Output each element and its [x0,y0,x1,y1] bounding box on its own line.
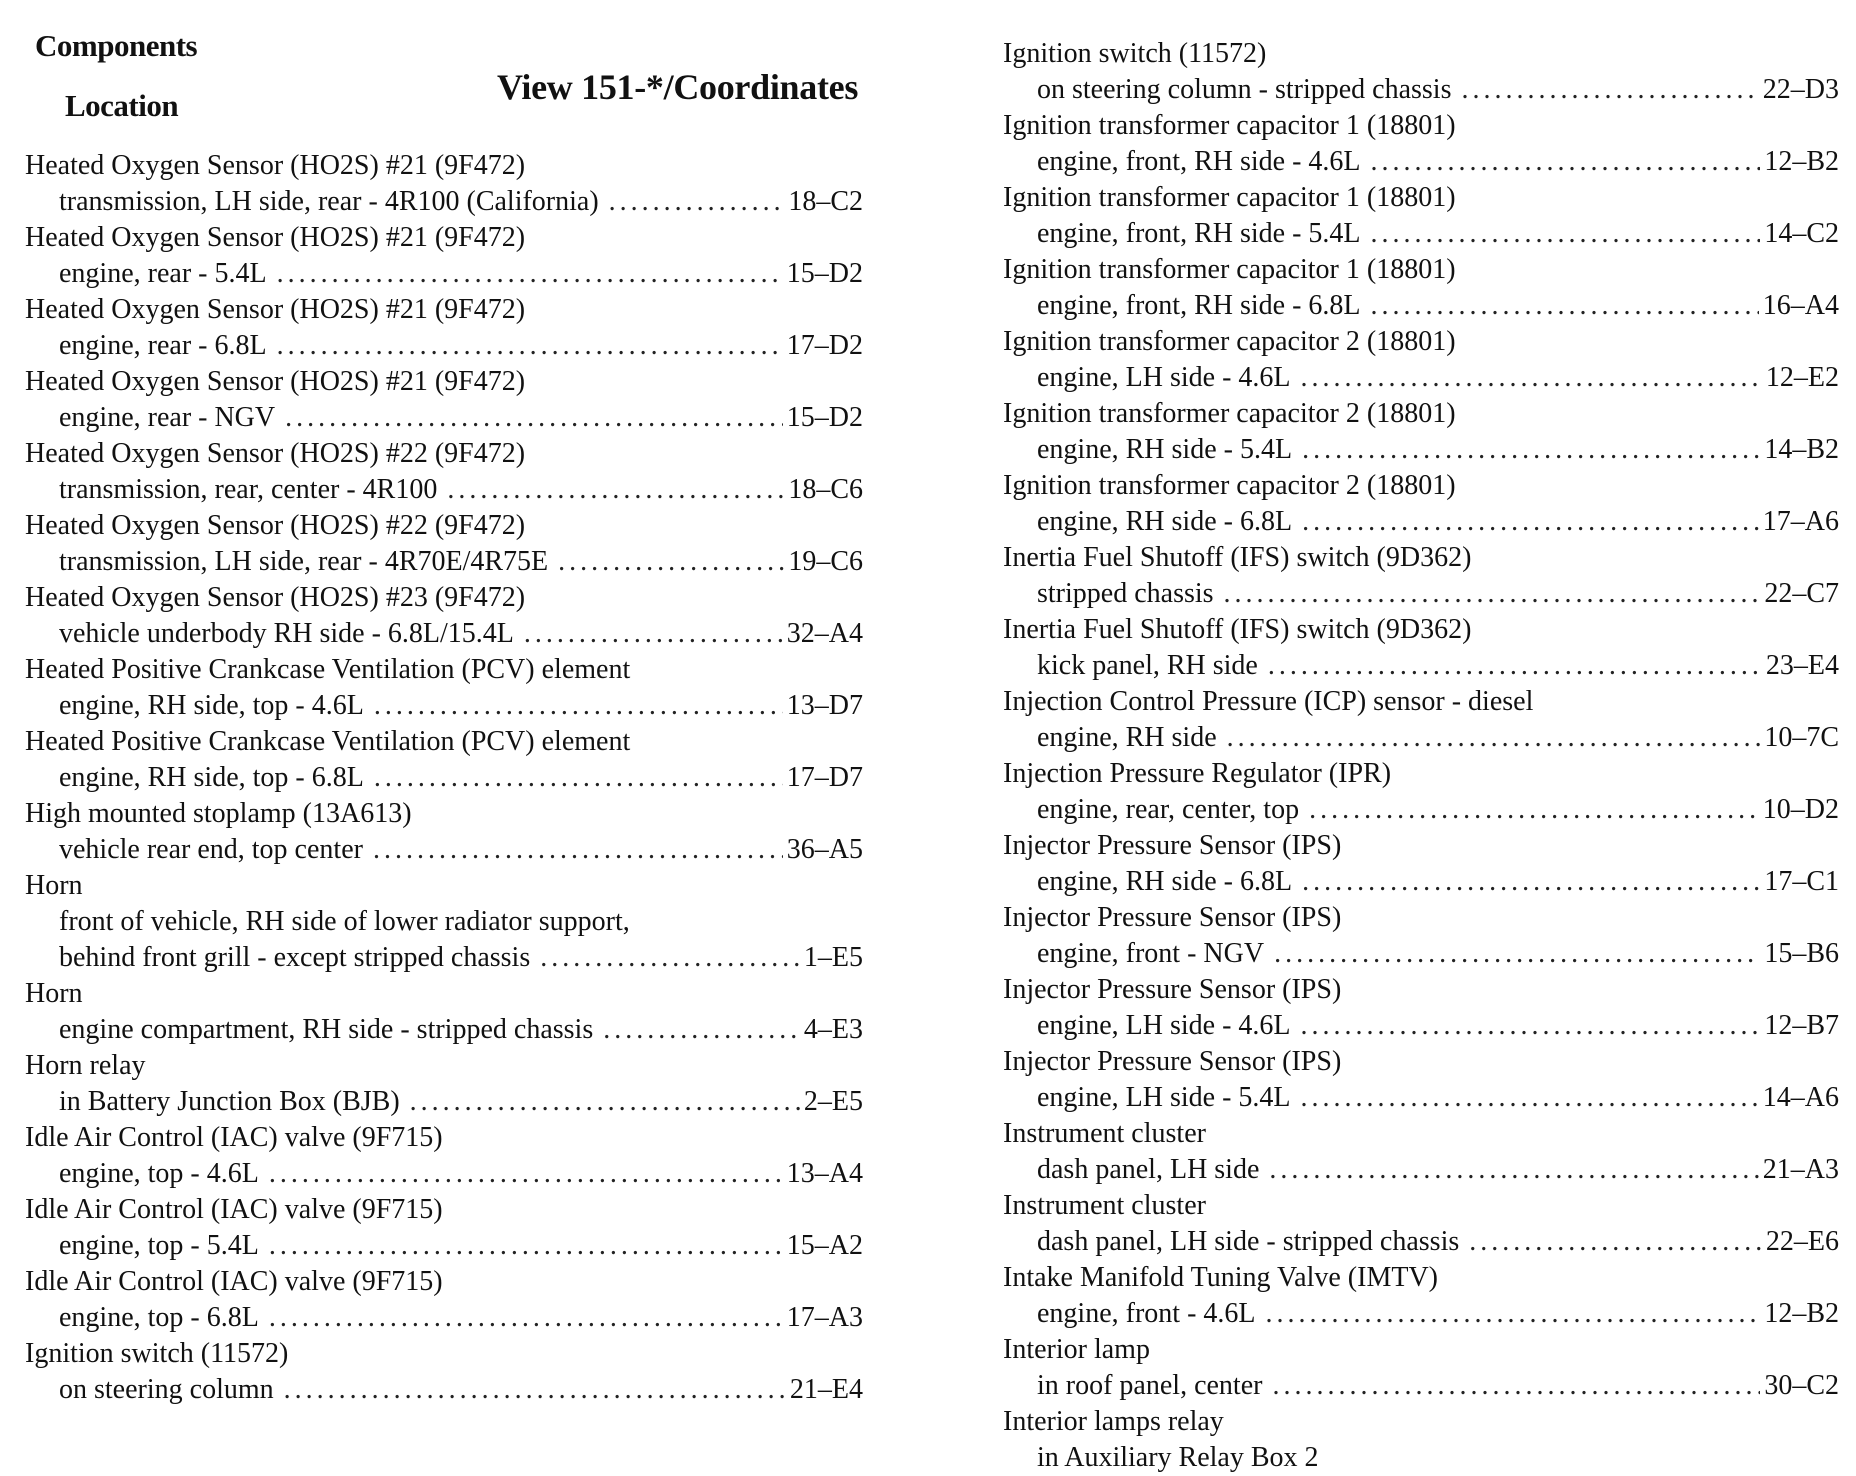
view-coordinate: 17–A3 [786,1302,863,1333]
dot-leader [1301,1080,1759,1116]
index-entry [25,868,863,976]
location-text: in roof panel, center [1037,1370,1263,1401]
component-name: Horn [25,978,83,1009]
index-entry [25,1120,863,1192]
location-row [1003,792,1839,828]
right-entry-list [1003,36,1839,1476]
component-name: Injector Pressure Sensor (IPS) [1003,974,1342,1005]
index-entry [1003,324,1839,396]
component-name: Heated Oxygen Sensor (HO2S) #22 (9F472) [25,510,526,541]
location-text: transmission, LH side, rear - 4R70E/4R75E [59,546,549,577]
index-entry [25,1192,863,1264]
dot-leader [269,1300,783,1336]
location-text: engine, top - 5.4L [59,1230,259,1261]
dot-leader [1371,288,1759,324]
view-coordinate: 21–E4 [789,1374,863,1405]
location-text: engine, front, RH side - 4.6L [1037,146,1361,177]
dot-leader [374,688,783,724]
dot-leader [410,1084,800,1120]
component-name: Ignition switch (11572) [1003,38,1267,69]
view-coordinate: 36–A5 [786,834,863,865]
index-entry [25,1048,863,1120]
view-coordinate: 12–B2 [1764,146,1839,177]
dot-leader [1274,936,1760,972]
dot-leader [1269,1152,1758,1188]
index-entry [25,220,863,292]
component-name: Heated Oxygen Sensor (HO2S) #21 (9F472) [25,222,526,253]
index-entry [1003,756,1839,828]
dot-leader [524,616,783,652]
dot-leader [284,1372,786,1408]
index-entry [1003,612,1839,684]
index-entry [25,508,863,580]
index-entry [1003,828,1839,900]
index-entry [1003,684,1839,756]
view-coordinate: 14–B2 [1764,434,1839,465]
component-name: Idle Air Control (IAC) valve (9F715) [25,1122,443,1153]
view-coordinates-heading: View 151-*/Coordinates [497,67,859,107]
dot-leader [277,328,783,364]
location-text: engine, RH side [1037,722,1217,753]
view-coordinate: 10–D2 [1762,794,1839,825]
dot-leader [374,760,783,796]
component-name: Injection Control Pressure (ICP) sensor - diesel [1003,686,1534,717]
index-entry [25,976,863,1048]
location-row [25,1228,863,1264]
view-coordinate: 22–E6 [1765,1226,1839,1257]
location-text: engine, RH side - 5.4L [1037,434,1293,465]
location-text: behind front grill - except stripped chassis [59,942,531,973]
location-row [1003,1080,1839,1116]
location-row [1003,720,1839,756]
location-text: vehicle rear end, top center [59,834,363,865]
view-coordinate: 15–D2 [786,402,863,433]
location-row [25,1372,863,1408]
view-coordinate: 12–E2 [1765,362,1839,393]
dot-leader [269,1156,783,1192]
location-text: vehicle underbody RH side - 6.8L/15.4L [59,618,514,649]
location-row [25,1300,863,1336]
components-heading: Components [35,28,198,63]
index-entry [25,652,863,724]
dot-leader [1371,216,1761,252]
location-text: engine, RH side - 6.8L [1037,506,1293,537]
component-name: Inertia Fuel Shutoff (IFS) switch (9D362) [1003,542,1472,573]
location-row [1003,288,1839,324]
index-entry [1003,396,1839,468]
view-coordinate: 17–C1 [1764,866,1839,897]
view-coordinate: 15–A2 [786,1230,863,1261]
location-text: engine, RH side, top - 6.8L [59,762,364,793]
dot-leader [1469,1224,1762,1260]
location-text: engine, front, RH side - 6.8L [1037,290,1361,321]
location-row [25,544,863,580]
index-entry [1003,1188,1839,1260]
index-entry [1003,108,1839,180]
view-coordinate: 15–B6 [1764,938,1839,969]
location-row [25,400,863,436]
component-name: Heated Positive Crankcase Ventilation (PCV) element [25,726,631,757]
index-entry [1003,1044,1839,1116]
location-row [1003,360,1839,396]
location-text: engine, rear - NGV [59,402,276,433]
dot-leader [277,256,783,292]
index-entry [25,580,863,652]
location-text: transmission, LH side, rear - 4R100 (California) [59,186,599,217]
location-text: engine, LH side - 4.6L [1037,362,1291,393]
location-row [1003,936,1839,972]
location-text: stripped chassis [1037,578,1214,609]
view-coordinate: 14–C2 [1764,218,1839,249]
dot-leader [1309,792,1759,828]
location-text: engine, rear - 6.8L [59,330,267,361]
location-row [25,1012,863,1048]
component-name: Injector Pressure Sensor (IPS) [1003,902,1342,933]
component-name: Ignition transformer capacitor 2 (18801) [1003,398,1456,429]
view-coordinate: 21–A3 [1762,1154,1839,1185]
view-coordinate: 15–D2 [786,258,863,289]
location-row [1003,72,1839,108]
view-coordinate: 30–C2 [1764,1370,1839,1401]
location-text: engine, RH side, top - 4.6L [59,690,364,721]
location-row [25,256,863,292]
index-entry [1003,252,1839,324]
dot-leader [1302,504,1759,540]
location-row [1003,1224,1839,1260]
index-entry [1003,1332,1839,1404]
component-name: Ignition transformer capacitor 1 (18801) [1003,182,1456,213]
index-entry [1003,540,1839,612]
dot-leader [540,940,800,976]
index-entry [1003,468,1839,540]
dot-leader [447,472,784,508]
location-text: engine, LH side - 5.4L [1037,1082,1291,1113]
view-coordinate: 23–E4 [1765,650,1839,681]
component-name: Heated Oxygen Sensor (HO2S) #21 (9F472) [25,150,526,181]
component-name: Heated Oxygen Sensor (HO2S) #21 (9F472) [25,366,526,397]
component-name: Intake Manifold Tuning Valve (IMTV) [1003,1262,1438,1293]
location-text: engine, rear, center, top [1037,794,1300,825]
view-coordinate: 17–A6 [1762,506,1839,537]
component-name: High mounted stoplamp (13A613) [25,798,412,829]
component-name: Ignition transformer capacitor 2 (18801) [1003,470,1456,501]
view-coordinate: 12–B7 [1764,1010,1839,1041]
view-coordinate: 19–C6 [788,546,863,577]
location-text: on steering column [59,1374,274,1405]
index-entry [25,436,863,508]
location-text: in Auxiliary Relay Box 2 [1037,1442,1319,1473]
location-text: engine, top - 6.8L [59,1302,259,1333]
dot-leader [1371,144,1761,180]
location-row [25,1084,863,1120]
location-row [1003,1296,1839,1332]
view-coordinate: 22–C7 [1764,578,1839,609]
component-name: Interior lamp [1003,1334,1150,1365]
location-row [1003,432,1839,468]
dot-leader [1224,576,1761,612]
component-name: Injector Pressure Sensor (IPS) [1003,830,1342,861]
view-coordinate: 10–7C [1764,722,1839,753]
location-text: in Battery Junction Box (BJB) [59,1086,400,1117]
component-name: Horn relay [25,1050,146,1081]
index-entry [25,724,863,796]
location-text: engine, rear - 5.4L [59,258,267,289]
dot-leader [1301,360,1762,396]
dot-leader [558,544,784,580]
component-name: Instrument cluster [1003,1118,1206,1149]
dot-leader [285,400,783,436]
view-coordinate: 17–D2 [786,330,863,361]
location-text: engine compartment, RH side - stripped chassis [59,1014,594,1045]
location-row [1003,648,1839,684]
component-name: Injector Pressure Sensor (IPS) [1003,1046,1342,1077]
component-name: Horn [25,870,83,901]
view-coordinate: 2–E5 [803,1086,863,1117]
location-row [1003,1152,1839,1188]
dot-leader [603,1012,800,1048]
dot-leader [1227,720,1761,756]
location-text: engine, front - 4.6L [1037,1298,1256,1329]
dot-leader [1272,1368,1760,1404]
location-text: on steering column - stripped chassis [1037,74,1452,105]
dot-leader [609,184,785,220]
view-coordinate: 32–A4 [786,618,863,649]
dot-leader [1461,72,1758,108]
view-coordinate: 16–A4 [1762,290,1839,321]
location-text: kick panel, RH side [1037,650,1258,681]
view-coordinate: 22–D3 [1762,74,1839,105]
component-name: Heated Positive Crankcase Ventilation (PCV) element [25,654,631,685]
location-row [1003,1440,1839,1476]
component-name: Ignition transformer capacitor 1 (18801) [1003,254,1456,285]
location-text: engine, LH side - 4.6L [1037,1010,1291,1041]
location-text: engine, RH side - 6.8L [1037,866,1293,897]
location-row [1003,1368,1839,1404]
component-name: Idle Air Control (IAC) valve (9F715) [25,1194,443,1225]
view-coordinate: 13–A4 [786,1158,863,1189]
dot-leader [373,832,783,868]
view-coordinate: 12–B2 [1764,1298,1839,1329]
index-entry [25,1264,863,1336]
index-entry [25,796,863,868]
location-row [25,832,863,868]
location-text: engine, top - 4.6L [59,1158,259,1189]
location-row [25,940,863,976]
index-entry [25,292,863,364]
view-coordinate: 17–D7 [786,762,863,793]
location-text: dash panel, LH side [1037,1154,1260,1185]
index-entry [25,364,863,436]
index-entry [25,1336,863,1408]
location-row [1003,576,1839,612]
location-row [25,616,863,652]
location-text: transmission, rear, center - 4R100 [59,474,438,505]
dot-leader [269,1228,783,1264]
location-text: dash panel, LH side - stripped chassis [1037,1226,1460,1257]
component-name: Ignition transformer capacitor 2 (18801) [1003,326,1456,357]
component-name: Ignition transformer capacitor 1 (18801) [1003,110,1456,141]
location-row [1003,144,1839,180]
view-coordinate: 4–E3 [803,1014,863,1045]
location-row [25,328,863,364]
location-text: engine, front, RH side - 5.4L [1037,218,1361,249]
component-name: Heated Oxygen Sensor (HO2S) #23 (9F472) [25,582,526,613]
location-row [1003,504,1839,540]
view-coordinate: 13–D7 [786,690,863,721]
index-entry [1003,900,1839,972]
location-text: engine, front - NGV [1037,938,1265,969]
location-row [1003,1008,1839,1044]
location-row [25,472,863,508]
index-entry [1003,1260,1839,1332]
view-coordinate: 18–C2 [788,186,863,217]
dot-leader [1268,648,1762,684]
index-entry [1003,972,1839,1044]
location-row [25,760,863,796]
component-name: Heated Oxygen Sensor (HO2S) #21 (9F472) [25,294,526,325]
location-row [1003,216,1839,252]
location-row [1003,864,1839,900]
left-entry-list [25,148,863,1408]
location-row [25,1156,863,1192]
location-row [25,688,863,724]
dot-leader [1302,432,1760,468]
view-coordinate: 18–C6 [788,474,863,505]
view-coordinate: 14–A6 [1762,1082,1839,1113]
view-coordinate: 1–E5 [803,942,863,973]
component-name: Instrument cluster [1003,1190,1206,1221]
location-heading: Location [65,88,179,123]
index-entry [1003,36,1839,108]
component-name: Idle Air Control (IAC) valve (9F715) [25,1266,443,1297]
component-name: Inertia Fuel Shutoff (IFS) switch (9D362) [1003,614,1472,645]
component-name: Injection Pressure Regulator (IPR) [1003,758,1392,789]
index-entry [25,148,863,220]
index-entry [1003,1116,1839,1188]
index-entry [1003,180,1839,252]
dot-leader [1302,864,1760,900]
dot-leader [1266,1296,1761,1332]
location-text: front of vehicle, RH side of lower radiator support, [59,906,630,937]
index-entry [1003,1404,1839,1476]
location-row [25,184,863,220]
component-name: Interior lamps relay [1003,1406,1224,1437]
component-name: Heated Oxygen Sensor (HO2S) #22 (9F472) [25,438,526,469]
dot-leader [1301,1008,1761,1044]
component-name: Ignition switch (11572) [25,1338,289,1369]
